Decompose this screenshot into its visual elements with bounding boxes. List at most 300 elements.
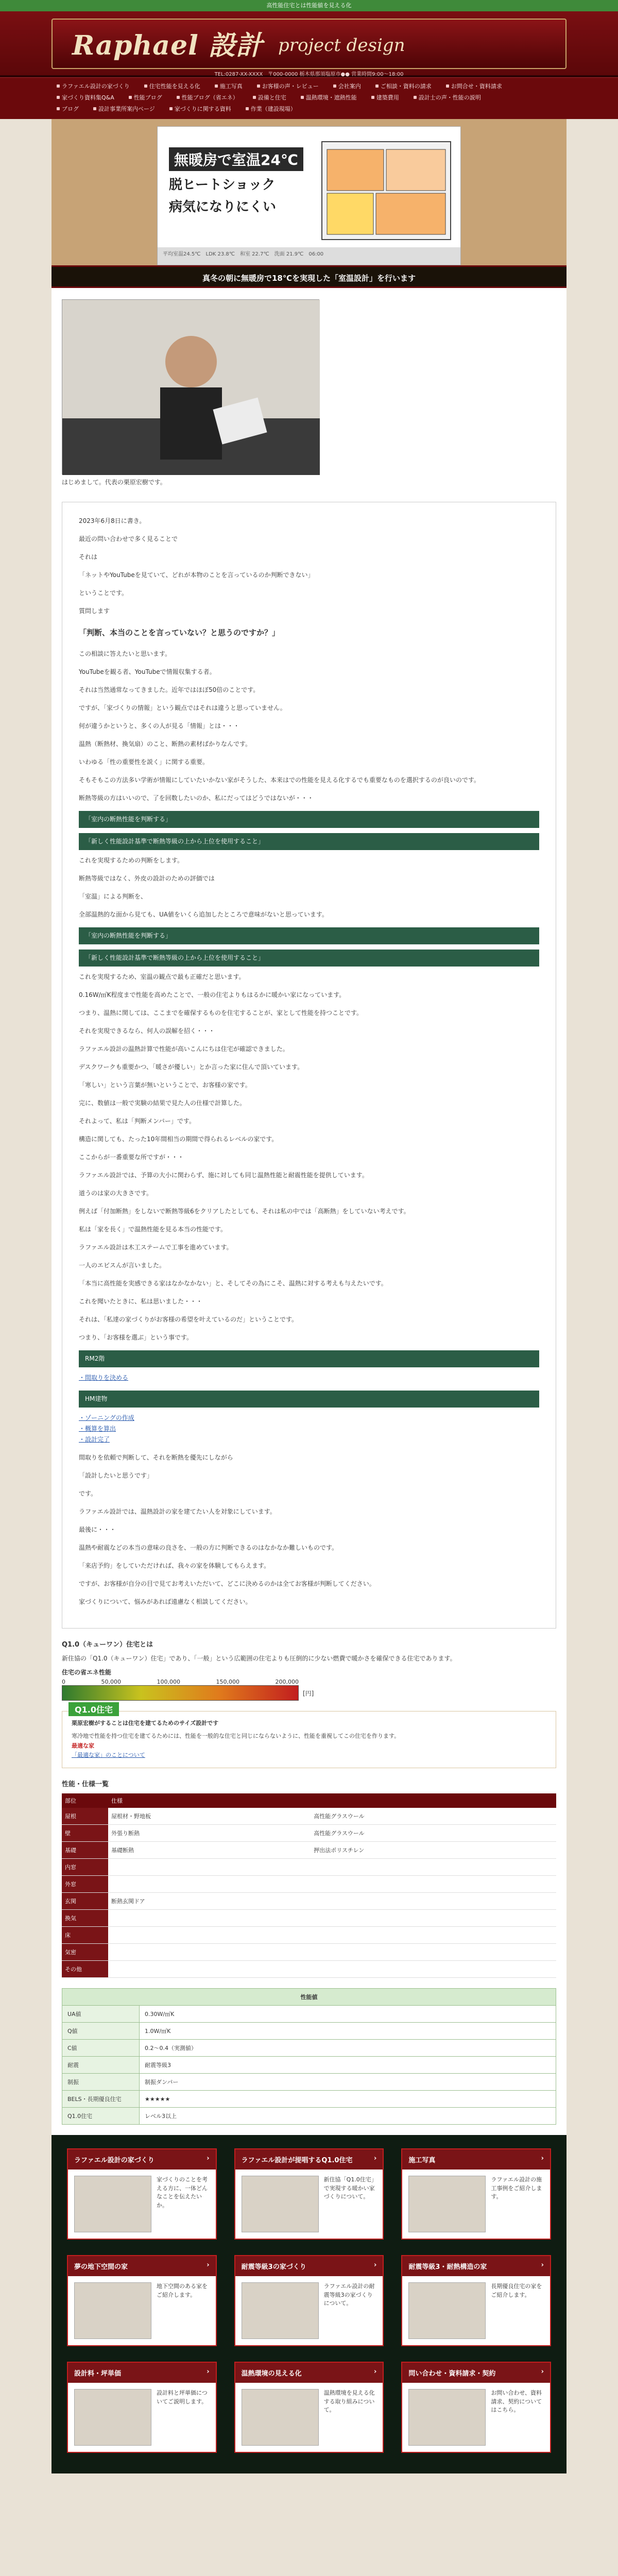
- article-paragraph: 温熱や耐震などの本当の意味の良さを、一般の方に判断できるのはなかなか難しいものです。: [79, 1544, 338, 1552]
- spec-cell: [287, 1944, 311, 1961]
- article-paragraph: 家づくりについて、悩みがあれば遠慮なく相談してください。: [79, 1598, 252, 1606]
- perf-label: UA値: [62, 2006, 140, 2023]
- spec-cell: [532, 1910, 556, 1927]
- article-paragraph: それは: [79, 553, 98, 561]
- feature-card-grid: [67, 2148, 551, 2453]
- nav-item-label: 性能ブログ（省エネ）: [181, 94, 238, 101]
- site-logo[interactable]: Raphael 設計: [72, 30, 263, 61]
- feature-card-body: [68, 2276, 216, 2345]
- feature-cards-section: [52, 2135, 566, 2473]
- nav-item-label: お問合せ・資料請求: [451, 83, 502, 90]
- feature-card-image: [74, 2176, 151, 2232]
- nav-item-label: お客様の声・レビュー: [262, 83, 319, 90]
- article-paragraph: 最後に・・・: [79, 1526, 116, 1534]
- spec-cell: 高性能グラスウール: [311, 1808, 532, 1825]
- article-paragraph: 0.16W/㎡K程度まで性能を高めたことで、一般の住宅よりもはるかに暖かい家になっています。: [79, 991, 346, 999]
- nav-item[interactable]: [253, 93, 286, 101]
- spec-row-label: 外窓: [62, 1876, 108, 1893]
- nav-bullet-icon: [253, 96, 256, 99]
- spec-row-label: 基礎: [62, 1842, 108, 1859]
- article-paragraph: 全部温熱的な面から見ても、UA値をいくら追加したところで意味がないと思っています。: [79, 911, 328, 919]
- text-link[interactable]: ・ゾーニングの作成: [79, 1414, 134, 1422]
- feature-card-title: [68, 2363, 216, 2383]
- spec-cell: [532, 1944, 556, 1961]
- spec-header-cell: [287, 1793, 311, 1808]
- feature-card-title: [402, 2149, 550, 2170]
- nav-item-label: 住宅性能を見える化: [149, 83, 200, 90]
- feature-card-image: [242, 2389, 319, 2446]
- spec-cell: [108, 1944, 287, 1961]
- spec-cell: [108, 1927, 287, 1944]
- highlight-bar: 「新しく性能設計基準で断熱等級の上から上位を使用すること」: [79, 950, 539, 967]
- feature-card-title-text: 温熱環境の見える化: [241, 2370, 302, 2378]
- article-paragraph: つまり、「お客様を選ぶ」という事です。: [79, 1334, 193, 1342]
- feature-card[interactable]: [234, 2148, 384, 2240]
- spec-cell: 基礎断熱: [108, 1842, 287, 1859]
- feature-card[interactable]: [67, 2255, 217, 2346]
- feature-card-title: [402, 2256, 550, 2276]
- site-logo-subtitle: project design: [278, 35, 405, 56]
- article-paragraph: です。: [79, 1490, 97, 1498]
- info-note-box: [62, 1711, 556, 1768]
- feature-card-image: [408, 2282, 486, 2339]
- nav-bullet-icon: [93, 107, 96, 110]
- nav-item[interactable]: [57, 105, 79, 113]
- spec-cell: [532, 1876, 556, 1893]
- feature-card[interactable]: [67, 2148, 217, 2240]
- performance-table-body: [62, 2006, 556, 2125]
- article-paragraph: ということです。: [79, 589, 128, 597]
- article-paragraph: それを実現できるなら、何人の誤解を招く・・・: [79, 1027, 215, 1035]
- article-paragraph: 2023年6月8日に書き。: [79, 517, 146, 524]
- spec-cell: [287, 1961, 311, 1978]
- nav-item[interactable]: [144, 82, 200, 90]
- feature-card-text: 設計料と坪単価についてご説明します。: [157, 2389, 208, 2405]
- article-paragraph: 完に、数値は一般で実験の結果で見た人の仕様で計算した。: [79, 1099, 246, 1107]
- spec-cell: [108, 1876, 287, 1893]
- nav-item-label: 設備と住宅: [258, 94, 286, 101]
- feature-card[interactable]: [234, 2362, 384, 2453]
- perf-label: Q1.0住宅: [62, 2108, 140, 2125]
- table-row: [62, 2091, 556, 2108]
- hero-banner-area: [52, 119, 566, 288]
- spec-header-cell: 部位: [62, 1793, 108, 1808]
- feature-card-body: [402, 2276, 550, 2345]
- spec-cell: 外張り断熱: [108, 1825, 287, 1842]
- highlight-bar: 「室内の断熱性能を判断する」: [79, 927, 539, 944]
- performance-table: [62, 1988, 556, 2125]
- hero-banner[interactable]: [157, 126, 461, 265]
- article-paragraph: 質問します: [79, 607, 110, 615]
- nav-bullet-icon: [144, 84, 147, 88]
- scale-tick-label: 100,000: [157, 1679, 180, 1686]
- nav-bullet-icon: [246, 107, 249, 110]
- note-link[interactable]: 「最適な家」のことについて: [72, 1752, 145, 1759]
- scale-tick-label: 0: [62, 1679, 65, 1686]
- spec-table-body: [62, 1808, 556, 1978]
- article-paragraph: ラファエル設計の温熱計算で性能が高いこんにちは住宅が確認できました。: [79, 1045, 289, 1053]
- nav-row: [57, 82, 561, 90]
- spec-cell: 押出法ポリスチレン: [311, 1842, 532, 1859]
- article-paragraph: ラファエル設計は木工ステームで工事を進めています。: [79, 1244, 233, 1251]
- feature-card-title: [235, 2256, 383, 2276]
- spec-cell: [287, 1808, 311, 1825]
- feature-card-body: [402, 2383, 550, 2452]
- feature-card-title-text: ラファエル設計の家づくり: [74, 2157, 154, 2164]
- feature-card-text: 温熱環境を見える化する取り組みについて。: [323, 2389, 375, 2413]
- table-row: [62, 2074, 556, 2091]
- feature-card-title: [235, 2149, 383, 2170]
- spec-cell: 屋根材・野地板: [108, 1808, 287, 1825]
- chevron-right-icon: ›: [373, 2155, 377, 2162]
- feature-card-text: ラファエル設計の施工事例をご紹介します。: [491, 2176, 542, 2200]
- spec-row-label: 屋根: [62, 1808, 108, 1825]
- article-paragraph: それは、「私達の家づくりがお客様の希望を叶えているのだ」ということです。: [79, 1316, 298, 1324]
- feature-card-title-text: 問い合わせ・資料請求・契約: [408, 2370, 496, 2378]
- feature-card-image: [74, 2389, 151, 2446]
- feature-card-title: [402, 2363, 550, 2383]
- spec-cell: [311, 1944, 532, 1961]
- table-row: [62, 1944, 556, 1961]
- article-paragraph: 「本当に高性能を実感できる家はなかなかない」と、そしてその為にこそ、温熱に対する考えも与えたいです。: [79, 1280, 387, 1287]
- spec-cell: [311, 1859, 532, 1876]
- highlight-bar: 「新しく性能設計基準で断熱等級の上から上位を使用すること」: [79, 833, 539, 850]
- feature-card-title-text: 夢の地下空間の家: [74, 2263, 128, 2271]
- article-paragraph: 何が違うかというと、多くの人が見る「情報」とは・・・: [79, 722, 240, 730]
- chevron-right-icon: ›: [541, 2368, 544, 2376]
- article-paragraph: 「設計したいと思うです」: [79, 1472, 153, 1480]
- nav-item[interactable]: [215, 82, 243, 90]
- main-content: [52, 119, 566, 2473]
- spec-row-label: その他: [62, 1961, 108, 1978]
- owner-photo: [62, 299, 319, 474]
- performance-header: 性能値: [62, 1989, 556, 2006]
- nav-item-label: 性能ブログ: [133, 94, 162, 101]
- perf-value: 0.2〜0.4（実測値）: [140, 2040, 556, 2057]
- nav-item[interactable]: [371, 93, 399, 101]
- nav-item-label: 設計士の声・性能の説明: [418, 94, 481, 101]
- chevron-right-icon: ›: [207, 2155, 210, 2162]
- banner-line-2: 脱ヒートショック: [169, 177, 276, 193]
- article-paragraph: これを実現するための判断をします。: [79, 857, 184, 865]
- scale-unit: [円]: [303, 1689, 314, 1697]
- energy-scale-bar: [62, 1685, 299, 1715]
- perf-value: 制振ダンパー: [140, 2074, 556, 2091]
- nav-item[interactable]: [169, 105, 231, 113]
- q10-title: Q1.0（キューワン）住宅とは: [62, 1641, 153, 1649]
- article-paragraph: ここからが一番重要な所ですが・・・: [79, 1154, 184, 1161]
- feature-card[interactable]: [401, 2255, 551, 2346]
- feature-card-text: 長期優良住宅の家をご紹介します。: [491, 2283, 542, 2298]
- chevron-right-icon: ›: [207, 2261, 210, 2269]
- nav-bullet-icon: [301, 96, 304, 99]
- spec-cell: [287, 1842, 311, 1859]
- chevron-right-icon: ›: [541, 2155, 544, 2162]
- perf-value: ★★★★★: [140, 2091, 556, 2108]
- banner-temperature-readout: 平均室温24.5℃ LDK 23.8℃ 和室 22.7℃ 洗面 21.9℃ 06:00: [158, 247, 460, 265]
- table-row: [62, 2108, 556, 2125]
- nav-bullet-icon: [257, 84, 260, 88]
- scale-tick-label: 200,000: [275, 1679, 299, 1686]
- feature-card-text: 新住協「Q1.0住宅」で実現する暖かい家づくりについて。: [323, 2176, 375, 2200]
- perf-value: レベル3以上: [140, 2108, 556, 2125]
- article-paragraph: この相談に答えたいと思います。: [79, 650, 171, 658]
- q10-intro-section: [62, 1639, 556, 1715]
- nav-row: [57, 93, 561, 101]
- nav-item-label: ラファエル設計の家づくり: [62, 83, 130, 90]
- spec-cell: [108, 1961, 287, 1978]
- feature-card-title: [68, 2149, 216, 2170]
- feature-card-title: [235, 2363, 383, 2383]
- nav-item-label: 家づくりに関する資料: [174, 106, 231, 112]
- nav-item[interactable]: [257, 82, 319, 90]
- nav-item[interactable]: [414, 93, 481, 101]
- nav-item[interactable]: [246, 105, 296, 113]
- photo-caption: はじめまして。代表の栗原宏樹です。: [62, 479, 166, 486]
- spec-row-label: 換気: [62, 1910, 108, 1927]
- scale-tick-label: 150,000: [216, 1679, 239, 1686]
- feature-card-title-text: ラファエル設計が提唱するQ1.0住宅: [241, 2157, 353, 2164]
- chevron-right-icon: ›: [373, 2368, 377, 2376]
- perf-value: 耐震等級3: [140, 2057, 556, 2074]
- article-paragraph: いわゆる「性の重要性を説く」に関する重要。: [79, 758, 209, 766]
- article-paragraph: それは当然通常なってきました。近年ではほぼ50倍のことです。: [79, 686, 260, 694]
- spec-row-label: 玄関: [62, 1893, 108, 1910]
- article-paragraph: 構造に関しても、たった10年間相当の期間で得られるレベルの家です。: [79, 1136, 278, 1143]
- nav-bullet-icon: [371, 96, 374, 99]
- text-link[interactable]: ・設計完了: [79, 1436, 110, 1444]
- nav-item-label: ブログ: [62, 106, 79, 112]
- article-paragraph: つまり、温熱に関しては、ここまでを確保するものを住宅することが、家として性能を持つことです。: [79, 1009, 363, 1017]
- article-paragraph: ですが、お客様が自分の目で見てお考えいただいて、どこに決めるのかは全てお客様が判断してください。: [79, 1580, 375, 1588]
- table-row: [62, 1961, 556, 1978]
- spec-cell: [532, 1893, 556, 1910]
- nav-item-label: 作業（建設現場）: [250, 106, 296, 112]
- spec-cell: [532, 1842, 556, 1859]
- text-link[interactable]: ・概算を算出: [79, 1425, 116, 1433]
- spec-cell: [108, 1910, 287, 1927]
- article-paragraph: そもそもこの方法多い学術が情報にしていたいかない家がそうした、本来はでの性能を見える化するでも重要なものを選択するのが良いのです。: [79, 776, 480, 784]
- article-paragraph: 温熱（断熱材、換気扇）のこと、断熱の素材ばかりなんです。: [79, 740, 252, 748]
- nav-bullet-icon: [215, 84, 218, 88]
- perf-label: BELS・長期優良住宅: [62, 2091, 140, 2108]
- nav-item[interactable]: [57, 82, 130, 90]
- article-paragraph: 例えば「付加断熱」をしないで断熱等級6をクリアしたとしても、それは私の中では「高断熱」をしていない考えです。: [79, 1208, 410, 1215]
- feature-card-title-text: 耐震等級3・耐熱構造の家: [408, 2263, 487, 2271]
- spec-cell: [311, 1927, 532, 1944]
- table-row: [62, 1808, 556, 1825]
- nav-bullet-icon: [414, 96, 417, 99]
- scale-title: 住宅の省エネ性能: [62, 1669, 112, 1676]
- feature-card-title-text: 施工写真: [408, 2157, 436, 2164]
- feature-card[interactable]: [67, 2362, 217, 2453]
- spec-row-label: 壁: [62, 1825, 108, 1842]
- spec-cell: [311, 1910, 532, 1927]
- table-row: [62, 2006, 556, 2023]
- spec-row-label: 気密: [62, 1944, 108, 1961]
- perf-label: Q値: [62, 2023, 140, 2040]
- perf-label: 耐震: [62, 2057, 140, 2074]
- spec-cell: [311, 1961, 532, 1978]
- article-paragraph: 「室温」による判断を、: [79, 893, 147, 901]
- note-body: 寒冷地で性能を持つ住宅を建てるためには、性能を一般的な住宅と同じにならないように、性能を重視してこの住宅を作ります。: [72, 1732, 400, 1739]
- feature-card-title-text: 設計料・坪単価: [74, 2370, 122, 2378]
- floor-plan-thermal-image: [319, 139, 453, 242]
- note-emphasis: 最適な家: [72, 1742, 94, 1749]
- article-paragraph: YouTubeを観る者、YouTubeで情報収集する者。: [79, 668, 216, 676]
- article-paragraph: 「ネットやYouTubeを見ていて、どれが本物のことを言っているのか判断できない」: [79, 571, 314, 579]
- highlight-bar: RM2階: [79, 1350, 539, 1367]
- spec-cell: [287, 1910, 311, 1927]
- performance-section: [62, 1988, 556, 2125]
- feature-card-body: [68, 2383, 216, 2452]
- article-paragraph: デスクワークも重要かつ、「暖さが優しい」とか言った家に住んで頂いています。: [79, 1063, 304, 1071]
- table-row: [62, 1876, 556, 1893]
- spec-section: [62, 1778, 556, 1978]
- table-row: [62, 2057, 556, 2074]
- article-body: [62, 502, 556, 1629]
- perf-label: 制振: [62, 2074, 140, 2091]
- table-row: [62, 1842, 556, 1859]
- article-paragraph: 最近の問い合わせで多く見ることで: [79, 535, 178, 543]
- owner-portrait-image: [62, 300, 320, 475]
- article-paragraph: 断熱等級の方はいいので、了を回数したいのか、私にだってはどうではないが・・・: [79, 794, 314, 802]
- banner-copy: [169, 147, 303, 215]
- article-paragraph: これを聞いたときに、私は思いました・・・: [79, 1298, 203, 1306]
- nav-bullet-icon: [333, 84, 336, 88]
- table-row: [62, 1910, 556, 1927]
- feature-card-image: [242, 2282, 319, 2339]
- article-paragraph: ラファエル設計では、予算の大小に関わらず、施に対しても同じ温熱性能と耐震性能を提供しています。: [79, 1172, 368, 1179]
- spec-row-label: 床: [62, 1927, 108, 1944]
- table-row: [62, 2023, 556, 2040]
- nav-bullet-icon: [375, 84, 379, 88]
- article-paragraph: 一人のエビスんが言いました。: [79, 1262, 166, 1269]
- nav-item[interactable]: [93, 105, 155, 113]
- feature-card-text: ラファエル設計の耐震等級3の家づくりについて。: [323, 2283, 375, 2307]
- article-paragraph: 「来店予約」をしていただければ、我々の家を体験してもらえます。: [79, 1562, 270, 1570]
- nav-bullet-icon: [57, 96, 60, 99]
- chevron-right-icon: ›: [207, 2368, 210, 2376]
- table-row: [62, 1825, 556, 1842]
- nav-item[interactable]: [177, 93, 238, 101]
- chevron-right-icon: ›: [373, 2261, 377, 2269]
- feature-card[interactable]: [401, 2362, 551, 2453]
- chevron-right-icon: ›: [541, 2261, 544, 2269]
- feature-card-body: [402, 2170, 550, 2239]
- banner-headline: 無暖房で室温24℃: [169, 147, 303, 171]
- spec-cell: [532, 1927, 556, 1944]
- nav-item-label: 会社案内: [338, 83, 361, 90]
- note-title: 栗原宏樹がすることは住宅を建てるためのサイズ設計です: [72, 1720, 219, 1727]
- perf-value: 1.0W/㎡K: [140, 2023, 556, 2040]
- spec-cell: [532, 1859, 556, 1876]
- nav-item[interactable]: [375, 82, 432, 90]
- nav-item-label: 施工写真: [219, 83, 243, 90]
- feature-card[interactable]: [401, 2148, 551, 2240]
- table-row: [62, 2040, 556, 2057]
- nav-item[interactable]: [301, 93, 357, 101]
- spec-header-cell: [532, 1793, 556, 1808]
- energy-scale: [62, 1685, 556, 1715]
- spec-cell: [311, 1876, 532, 1893]
- nav-item[interactable]: [446, 82, 502, 90]
- scale-marker: Q1.0住宅: [68, 1702, 119, 1716]
- article-paragraph: 「寒しい」という言葉が無いということで、お客様の家です。: [79, 1081, 251, 1089]
- banner-line-3: 病気になりにくい: [169, 199, 277, 215]
- spec-header-cell: [311, 1793, 532, 1808]
- owner-photo-section: [52, 288, 566, 492]
- spec-cell: [108, 1859, 287, 1876]
- text-link[interactable]: ・間取りを決める: [79, 1374, 129, 1382]
- site-header: [0, 11, 618, 77]
- feature-card-image: [242, 2176, 319, 2232]
- article-heading: 「判断、本当のことを言っていない？と思うのですか？」: [79, 628, 280, 637]
- perf-label: C値: [62, 2040, 140, 2057]
- nav-bullet-icon: [57, 84, 60, 88]
- header-contact-info: TEL:0287-XX-XXXX 〒000-0000 栃木県那須塩原市●● 営業時間9:00〜18:00: [214, 72, 404, 77]
- article-paragraph: 間取りを依頼で判断して、それを断熱を優先にしながら: [79, 1454, 233, 1462]
- spec-cell: [311, 1893, 532, 1910]
- spec-row-label: 内窓: [62, 1859, 108, 1876]
- nav-item[interactable]: [129, 93, 162, 101]
- table-row: [62, 1893, 556, 1910]
- nav-bullet-icon: [57, 107, 60, 110]
- table-row: [62, 1927, 556, 1944]
- nav-bullet-icon: [446, 84, 449, 88]
- feature-card-image: [408, 2176, 486, 2232]
- feature-card-image: [74, 2282, 151, 2339]
- q10-description: 新住協の「Q1.0（キューワン）住宅」であり、「一般」という広範囲の住宅よりも圧倒的に少ない燃費で暖かさを確保できる住宅であります。: [62, 1655, 456, 1663]
- feature-card[interactable]: [234, 2255, 384, 2346]
- spec-cell: [287, 1893, 311, 1910]
- perf-value: 0.30W/㎡K: [140, 2006, 556, 2023]
- feature-card-body: [235, 2170, 383, 2239]
- scale-ticks: [62, 1679, 299, 1685]
- spec-cell: [287, 1876, 311, 1893]
- feature-card-body: [235, 2276, 383, 2345]
- article-paragraph: ですが、「家づくりの情報」という観点ではそれは違うと思っていません。: [79, 704, 286, 712]
- feature-card-body: [68, 2170, 216, 2239]
- nav-item[interactable]: [333, 82, 361, 90]
- spec-header-row: [62, 1793, 556, 1808]
- nav-item-label: 家づくり資料集Q&A: [62, 94, 114, 101]
- highlight-bar: 「室内の断熱性能を判断する」: [79, 811, 539, 828]
- feature-card-title: [68, 2256, 216, 2276]
- article-paragraph: 断熱等級ではなく、外皮の設計のための評価では: [79, 875, 215, 883]
- article-paragraph: これを実現するため、室温の観点で最も正確だと思います。: [79, 973, 245, 981]
- feature-card-image: [408, 2389, 486, 2446]
- article-paragraph: 道うのは家の大きさです。: [79, 1190, 153, 1197]
- nav-row: [57, 105, 561, 113]
- nav-bullet-icon: [177, 96, 180, 99]
- spec-cell: [532, 1825, 556, 1842]
- spec-table: [62, 1793, 556, 1978]
- spec-cell: [532, 1961, 556, 1978]
- scale-tick-label: 50,000: [101, 1679, 121, 1686]
- tagline-bar: 真冬の朝に無暖房で18℃を実現した「室温設計」を行います: [52, 265, 566, 288]
- feature-card-title-text: 耐震等級3の家づくり: [241, 2263, 306, 2271]
- article-paragraph: それよって、私は「判断メンバー」です。: [79, 1117, 195, 1125]
- nav-item[interactable]: [57, 93, 114, 101]
- spec-cell: [287, 1927, 311, 1944]
- spec-header-cell: 仕様: [108, 1793, 287, 1808]
- highlight-bar: HM建物: [79, 1391, 539, 1408]
- nav-bullet-icon: [169, 107, 173, 110]
- spec-cell: [287, 1859, 311, 1876]
- spec-cell: [287, 1825, 311, 1842]
- article-paragraph: 私は「家を長く」で温熱性能を見る本当の性能です。: [79, 1226, 227, 1233]
